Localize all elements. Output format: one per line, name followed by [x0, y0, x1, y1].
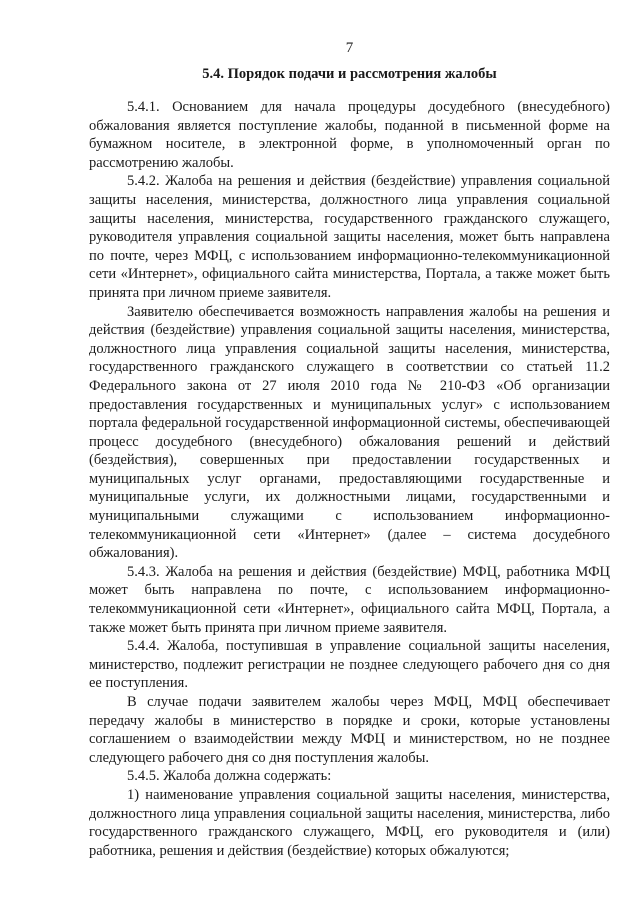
paragraph-5-4-2: 5.4.2. Жалоба на решения и действия (бездействие) управления социальной защиты населения, министерства, должностного лица управления социальной защиты населения, министерства, государственного гражданского служащего, руководителя управления социальной защиты населения, может быть направлена по почте, через МФЦ, с использованием информационно-телекоммуникационной сети «Интернет», официального сайта министерства, Портала, а также может быть принята при личном приеме заявителя.	[89, 173, 610, 301]
paragraph-item-1: 1) наименование управления социальной защиты населения, министерства, должностного лица управления социальной защиты населения, министерства, либо государственного гражданского служащего, МФЦ, его руководителя и (или) работника, решения и действия (бездействие) которых обжалуются;	[89, 786, 610, 859]
paragraph-applicant-portal: Заявителю обеспечивается возможность направления жалобы на решения и действия (бездействие) управления социальной защиты населения, министерства, должностного лица управления социальной защиты населения, министерства, государственного гражданского служащего в соответствии со статьей 11.2 Федерального закона от 27 июля 2010 года № 210-ФЗ «Об организации предоставления государственных и муниципальных услуг» с использованием портала федеральной государственной информационной системы, обеспечивающей процесс досудебного (внесудебного) обжалования решений и действий (бездействия), совершенных при предоставлении государственных и муниципальных услуг органами, предоставляющими государственные и муниципальные услуги, их должностными лицами, государственными и муниципальными служащими с использованием информационно-телекоммуникационной сети «Интернет» (далее – система досудебного обжалования).	[89, 303, 610, 562]
paragraph-mfc-transfer: В случае подачи заявителем жалобы через МФЦ, МФЦ обеспечивает передачу жалобы в министерство в порядке и сроки, которые установлены соглашением о взаимодействии между МФЦ и министерством, но не позднее следующего рабочего дня со дня поступления жалобы.	[89, 694, 610, 766]
paragraph-5-4-1: 5.4.1. Основанием для начала процедуры досудебного (внесудебного) обжалования является поступление жалобы, поданной в письменной форме на бумажном носителе, в электронной форме, в уполномоченный орган по рассмотрению жалобы.	[89, 99, 610, 171]
section-title: 5.4. Порядок подачи и рассмотрения жалобы	[202, 66, 497, 82]
paragraph-5-4-5: 5.4.5. Жалоба должна содержать:	[127, 768, 332, 785]
page-number: 7	[345, 40, 354, 56]
paragraph-5-4-3: 5.4.3. Жалоба на решения и действия (бездействие) МФЦ, работника МФЦ может быть направлена по почте, с использованием информационно-телекоммуникационной сети «Интернет», официального сайта МФЦ, Портала, а также может быть принята при личном приеме заявителя.	[89, 563, 610, 636]
document-page	[89, 38, 610, 860]
paragraph-5-4-4: 5.4.4. Жалоба, поступившая в управление социальной защиты населения, министерство, подлежит регистрации не позднее следующего рабочего дня со дня ее поступления.	[89, 638, 610, 692]
